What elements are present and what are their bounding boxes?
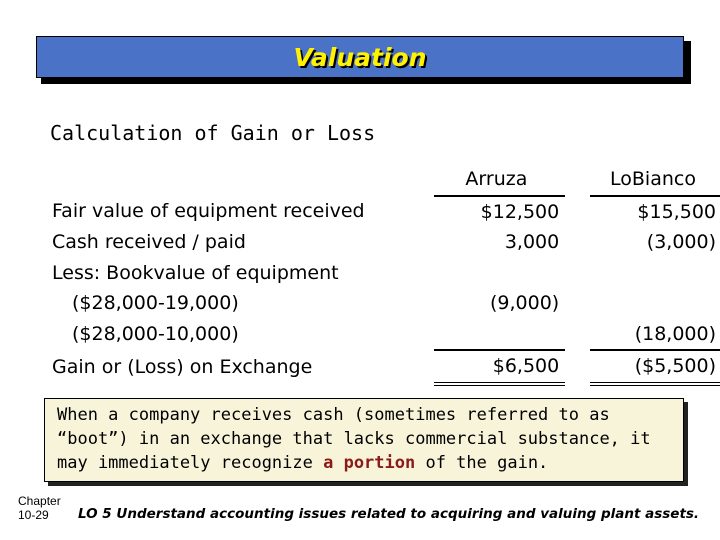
table-row: [44, 196, 720, 228]
lobianco-total: ($5,500): [590, 350, 720, 384]
table-row: [44, 227, 720, 258]
lobianco-value: (3,000): [646, 231, 716, 254]
row-label: Gain or (Loss) on Exchange: [52, 355, 313, 378]
callout-text-before: When a company receives cash (sometimes referred to as “boot”) in an exchange that lacks commercial substance, it may immediately recognize: [57, 405, 651, 473]
chapter-text: Chapter: [18, 494, 61, 508]
arruza-total: $6,500: [434, 350, 566, 384]
column-header-arruza: Arruza: [434, 164, 566, 196]
arruza-value: 3,000: [504, 231, 560, 254]
lobianco-value: (18,000): [634, 322, 716, 345]
arruza-value: (9,000): [490, 292, 560, 315]
arruza-value: [434, 258, 566, 289]
table-row: [44, 288, 720, 319]
table-total-row: [44, 350, 720, 384]
callout-box: [44, 398, 684, 482]
row-label: Fair value of equipment received: [52, 200, 365, 223]
callout-highlight: a portion: [323, 453, 416, 473]
arruza-value: [434, 319, 566, 351]
row-label: ($28,000-19,000): [72, 292, 239, 315]
learning-objective: LO 5 Understand accounting issues related to acquiring and valuing plant assets.: [78, 506, 700, 522]
row-label: Less: Bookvalue of equipment: [52, 261, 339, 284]
table-row: [44, 319, 720, 351]
callout-text-after: of the gain.: [415, 453, 549, 473]
row-label: Cash received / paid: [52, 231, 246, 254]
lobianco-value: [590, 288, 720, 319]
lobianco-value: $15,500: [637, 200, 716, 223]
gain-loss-table: [44, 164, 720, 386]
table-header-row: [44, 164, 720, 196]
lobianco-value: [590, 258, 720, 289]
chapter-label: [18, 494, 61, 522]
row-label: ($28,000-10,000): [72, 323, 239, 346]
column-header-lobianco: LoBianco: [590, 164, 720, 196]
page-title: Valuation: [293, 42, 427, 72]
table-row: [44, 258, 720, 289]
chapter-number: 10-29: [18, 508, 49, 522]
title-bar: [36, 36, 684, 78]
header-label-cell: [44, 164, 434, 196]
section-subtitle: Calculation of Gain or Loss: [50, 121, 376, 145]
column-gap: [565, 164, 590, 196]
arruza-value: $12,500: [480, 200, 560, 223]
